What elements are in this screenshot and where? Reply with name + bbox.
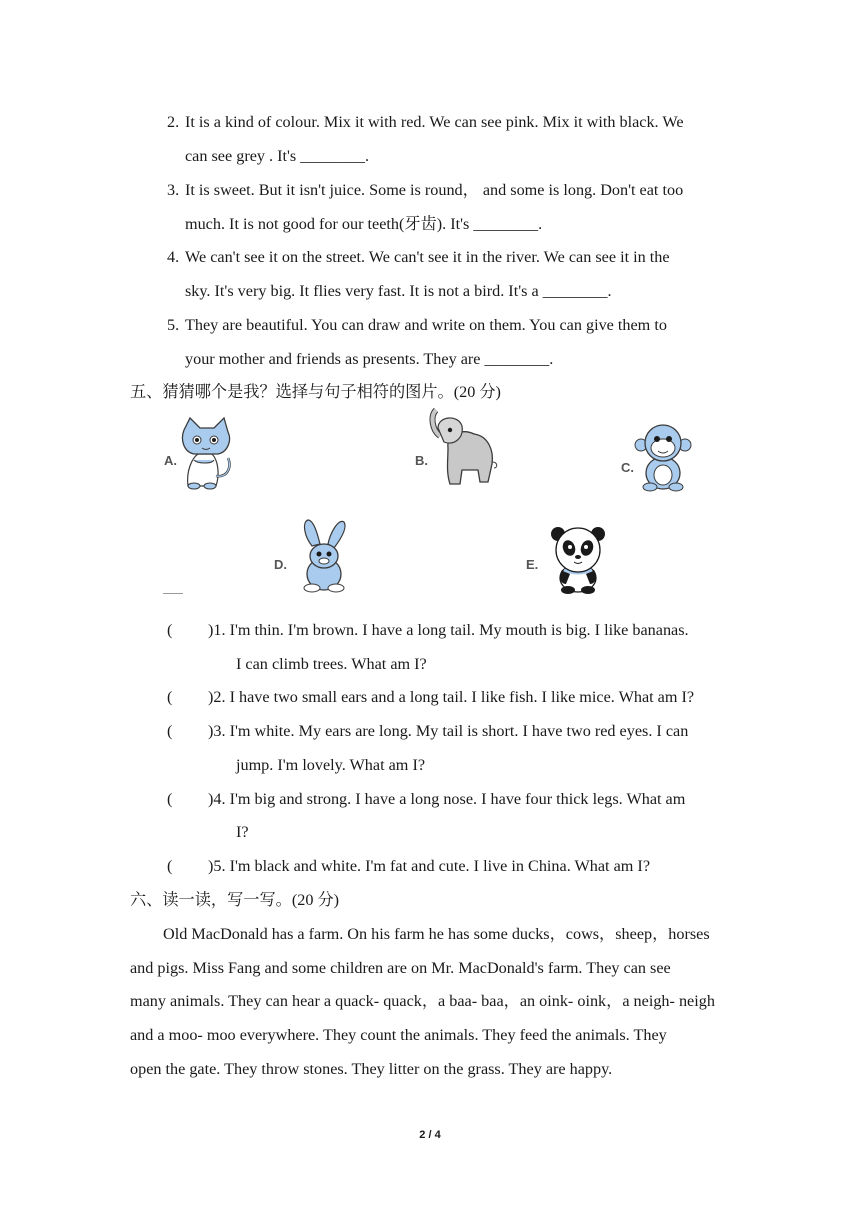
- q4-text-line2: sky. It's very big. It flies very fast. It is not a bird. It's a ________.: [185, 282, 612, 300]
- answer-paren-5: (: [167, 857, 173, 875]
- passage-line-5: open the gate. They throw stones. They litter on the grass. They are happy.: [130, 1060, 613, 1078]
- question-3-line2: jump. I'm lovely. What am I?: [236, 756, 426, 774]
- q2-number: 2.: [167, 113, 180, 131]
- q2-text-line2: can see grey . It's ________.: [185, 147, 370, 165]
- question-1-line2: I can climb trees. What am I?: [236, 655, 427, 673]
- section5-heading: 五、猜猜哪个是我？选择与句子相符的图片。(20 分): [130, 383, 501, 401]
- picture-label-c: C.: [621, 460, 634, 475]
- question-1-line1: )1. I'm thin. I'm brown. I have a long tail. My mouth is big. I like bananas.: [208, 621, 689, 639]
- section6-heading: 六、读一读，写一写。(20 分): [130, 891, 340, 909]
- picture-label-e: E.: [526, 557, 539, 572]
- question-2-line1: )2. I have two small ears and a long tail. I like fish. I like mice. What am I?: [208, 688, 695, 706]
- passage-line-1: Old MacDonald has a farm. On his farm he has some ducks，cows，sheep，horses: [163, 925, 710, 943]
- page-number: 2 / 4: [419, 1129, 441, 1141]
- passage-line-2: and pigs. Miss Fang and some children are on Mr. MacDonald's farm. They can see: [130, 959, 671, 977]
- answer-paren-4: (: [167, 790, 173, 808]
- q4-number: 4.: [167, 248, 180, 266]
- answer-paren-3: (: [167, 722, 173, 740]
- q4-text-line1: We can't see it on the street. We can't see it in the river. We can see it in the: [185, 248, 670, 266]
- picture-label-d: D.: [274, 557, 287, 572]
- q3-text-line1: It is sweet. But it isn't juice. Some is round， and some is long. Don't eat too: [185, 181, 684, 199]
- q5-number: 5.: [167, 316, 180, 334]
- q5-text-line1: They are beautiful. You can draw and write on them. You can give them to: [185, 316, 667, 334]
- cat-icon: [178, 416, 238, 490]
- question-4-line2: I?: [236, 823, 249, 841]
- question-5-line1: )5. I'm black and white. I'm fat and cute. I live in China. What am I?: [208, 857, 651, 875]
- monkey-icon: [634, 423, 692, 493]
- elephant-icon: [428, 406, 502, 488]
- q3-text-line2: much. It is not good for our teeth(牙齿). It's ________.: [185, 215, 543, 233]
- picture-label-a: A.: [164, 453, 177, 468]
- question-4-line1: )4. I'm big and strong. I have a long nose. I have four thick legs. What am: [208, 790, 686, 808]
- picture-label-b: B.: [415, 453, 428, 468]
- passage-line-4: and a moo- moo everywhere. They count the animals. They feed the animals. They: [130, 1026, 667, 1044]
- answer-paren-2: (: [167, 688, 173, 706]
- question-3-line1: )3. I'm white. My ears are long. My tail is short. I have two red eyes. I can: [208, 722, 689, 740]
- q3-number: 3.: [167, 181, 180, 199]
- divider-dash: [163, 593, 183, 594]
- q5-text-line2: your mother and friends as presents. They are ________.: [185, 350, 554, 368]
- panda-icon: [548, 524, 608, 594]
- rabbit-icon: [298, 516, 352, 594]
- passage-line-3: many animals. They can hear a quack- quack，a baa- baa，an oink- oink，a neigh- neigh: [130, 992, 715, 1010]
- answer-paren-1: (: [167, 621, 173, 639]
- q2-text-line1: It is a kind of colour. Mix it with red. We can see pink. Mix it with black. We: [185, 113, 684, 131]
